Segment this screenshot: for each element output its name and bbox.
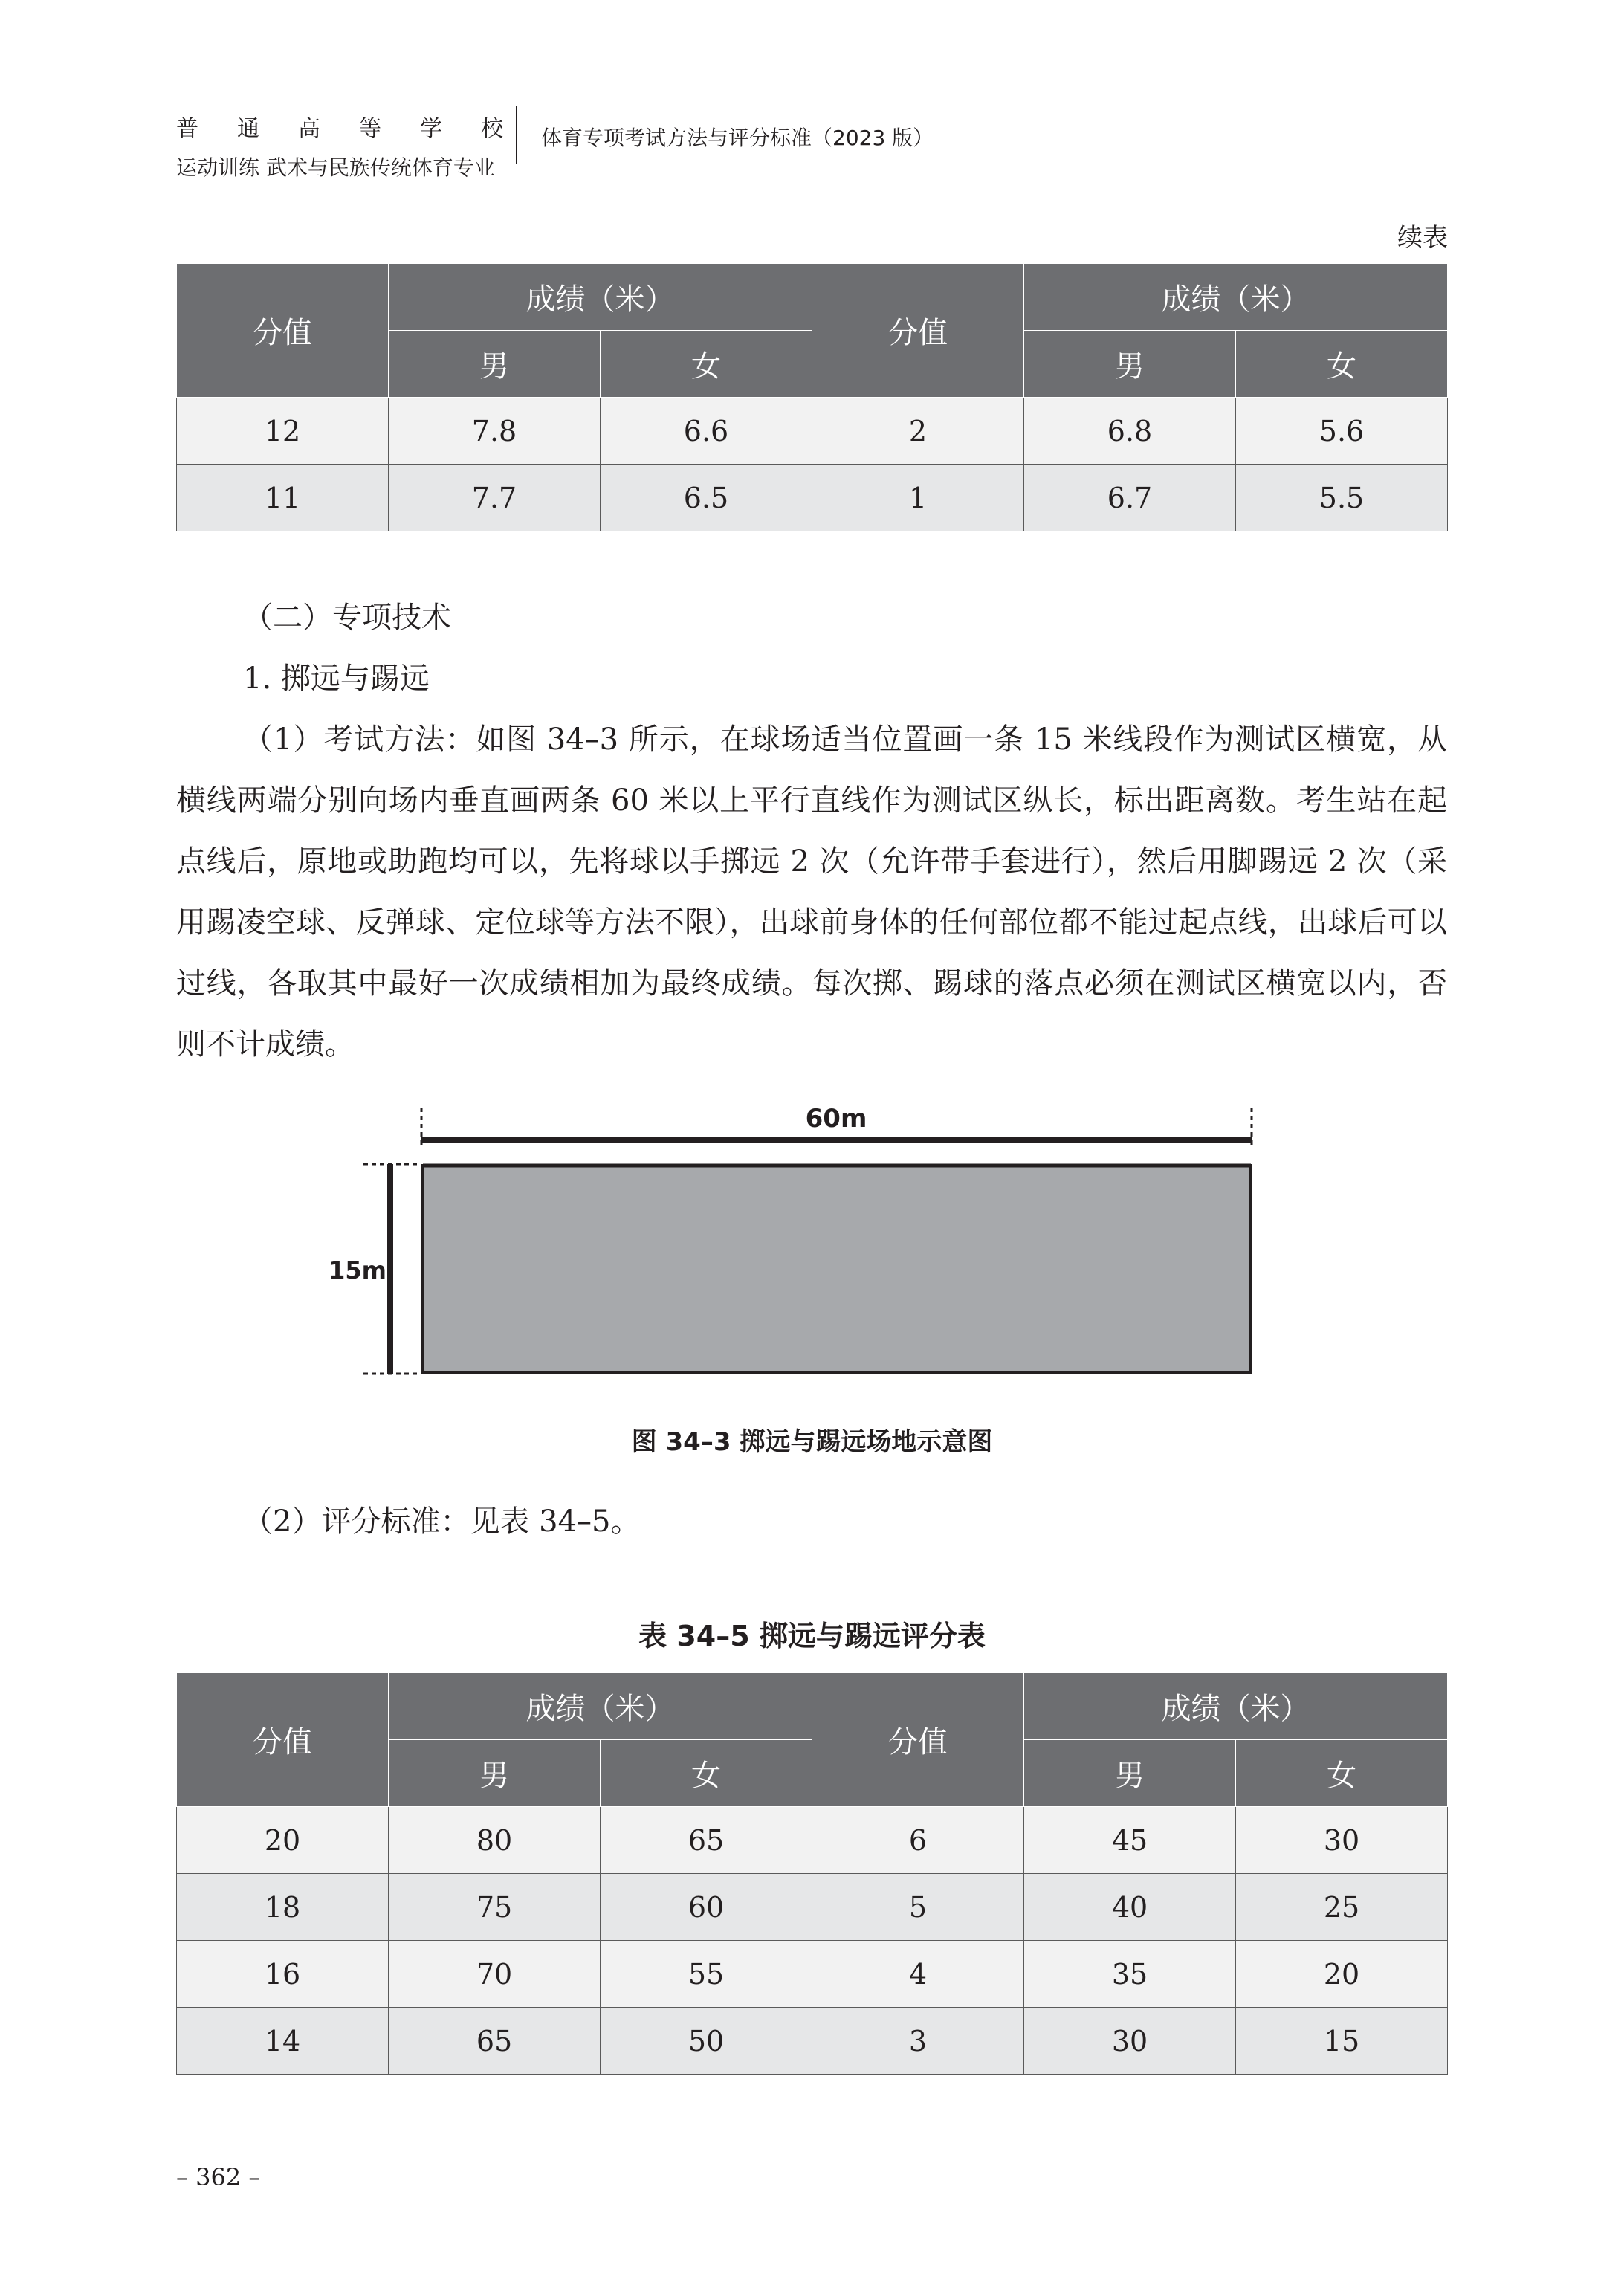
width-label: 60m — [805, 1104, 867, 1134]
table-cell: 65 — [601, 1807, 812, 1874]
header-score: 分值 — [177, 1673, 389, 1807]
table-cell: 16 — [177, 1941, 389, 2008]
table-cell: 7.8 — [389, 398, 601, 465]
table-cell: 6 — [812, 1807, 1024, 1874]
header-male: 男 — [1024, 331, 1236, 398]
table-cell: 70 — [389, 1941, 601, 2008]
table-cell: 80 — [389, 1807, 601, 1874]
table-cell: 20 — [177, 1807, 389, 1874]
table-cell: 5.6 — [1236, 398, 1448, 465]
header-divider — [516, 106, 517, 164]
table-cell: 30 — [1024, 2008, 1236, 2075]
header-char: 高 — [298, 116, 320, 142]
header-result: 成绩（米） — [1024, 264, 1448, 331]
table-cell: 55 — [601, 1941, 812, 2008]
header-male: 男 — [1024, 1740, 1236, 1807]
continued-table-label: 续表 — [1397, 223, 1448, 253]
field-diagram — [325, 1100, 1276, 1397]
method-paragraph: （1）考试方法：如图 34–3 所示，在球场适当位置画一条 15 米线段作为测试区横宽，从横线两端分别向场内垂直画两条 60 米以上平行直线作为测试区纵长，标出距离数。考生站在起点线后，原地或助跑均可以，先将球以手掷远 2 次（允许带手套进行），然后用脚踢远 2 次（采用踢凌空球、反弹球、定位球等方法不限），出球前身体的任何部位都不能过起点线，出球后可以过线，各取其中最好一次成绩相加为最终成绩。每次掷、踢球的落点必须在测试区横宽以内，否则不计成绩。 — [176, 723, 1447, 1061]
table-cell: 2 — [812, 398, 1024, 465]
table-cell: 30 — [1236, 1807, 1448, 1874]
table-cell: 6.8 — [1024, 398, 1236, 465]
table-cell: 15 — [1236, 2008, 1448, 2075]
score-table-continued — [176, 263, 1448, 531]
table-row — [177, 1807, 1448, 1874]
table-cell: 6.5 — [601, 465, 812, 531]
header-male: 男 — [389, 1740, 601, 1807]
table-cell: 60 — [601, 1874, 812, 1941]
header-male: 男 — [389, 331, 601, 398]
table-cell: 5 — [812, 1874, 1024, 1941]
table-cell: 50 — [601, 2008, 812, 2075]
table-row — [177, 1941, 1448, 2008]
header-char: 普 — [176, 116, 198, 142]
header-school-title — [176, 110, 503, 143]
table-row — [177, 398, 1448, 465]
table-cell: 5.5 — [1236, 465, 1448, 531]
header-score: 分值 — [812, 264, 1024, 398]
page-number: – 362 – — [176, 2163, 261, 2191]
table-row — [177, 2008, 1448, 2075]
header-result: 成绩（米） — [389, 1673, 812, 1740]
header-female: 女 — [601, 1740, 812, 1807]
header-score: 分值 — [812, 1673, 1024, 1807]
table-cell: 35 — [1024, 1941, 1236, 2008]
header-major-subtitle: 运动训练 武术与民族传统体育专业 — [176, 155, 495, 180]
table-cell: 14 — [177, 2008, 389, 2075]
scoring-paragraph: （2）评分标准：见表 34–5。 — [243, 1504, 641, 1539]
table-cell: 7.7 — [389, 465, 601, 531]
table-cell: 75 — [389, 1874, 601, 1941]
score-table-34-5 — [176, 1672, 1448, 2075]
table-cell: 25 — [1236, 1874, 1448, 1941]
figure-caption: 图 34–3 掷远与踢远场地示意图 — [631, 1427, 993, 1457]
running-header-right: 体育专项考试方法与评分标准（2023 版） — [541, 126, 934, 150]
test-area — [423, 1166, 1251, 1372]
table-caption: 表 34–5 掷远与踢远评分表 — [638, 1620, 986, 1652]
table-cell: 3 — [812, 2008, 1024, 2075]
table-cell: 11 — [177, 465, 389, 531]
table-cell: 45 — [1024, 1807, 1236, 1874]
table-cell: 6.6 — [601, 398, 812, 465]
running-header-left — [176, 110, 503, 181]
header-result: 成绩（米） — [389, 264, 812, 331]
table-cell: 20 — [1236, 1941, 1448, 2008]
header-female: 女 — [1236, 331, 1448, 398]
header-female: 女 — [1236, 1740, 1448, 1807]
header-char: 学 — [420, 116, 442, 142]
height-label: 15m — [329, 1256, 386, 1284]
table-cell: 4 — [812, 1941, 1024, 2008]
table-cell: 12 — [177, 398, 389, 465]
header-result: 成绩（米） — [1024, 1673, 1448, 1740]
table-row — [177, 1874, 1448, 1941]
header-score: 分值 — [177, 264, 389, 398]
header-char: 校 — [481, 116, 503, 142]
header-female: 女 — [601, 331, 812, 398]
subsection-heading: 1. 掷远与踢远 — [243, 662, 430, 696]
table-row — [177, 465, 1448, 531]
header-char: 等 — [359, 116, 381, 142]
section-heading: （二）专项技术 — [243, 601, 451, 635]
table-cell: 65 — [389, 2008, 601, 2075]
header-char: 通 — [237, 116, 259, 142]
table-cell: 6.7 — [1024, 465, 1236, 531]
table-cell: 1 — [812, 465, 1024, 531]
table-cell: 18 — [177, 1874, 389, 1941]
table-cell: 40 — [1024, 1874, 1236, 1941]
